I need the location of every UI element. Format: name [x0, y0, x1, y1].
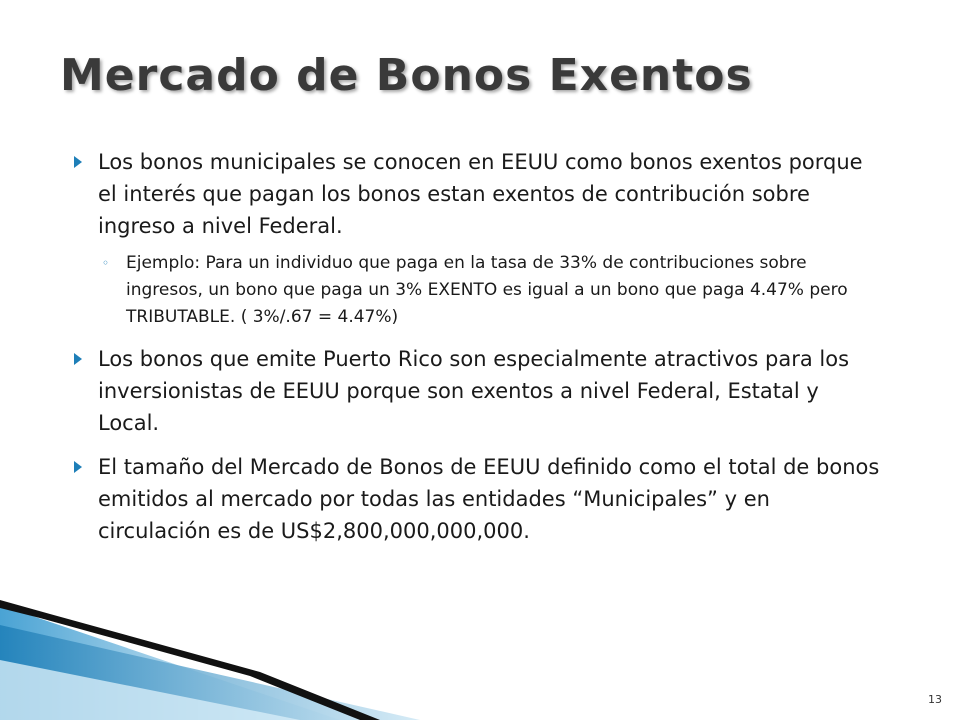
sub-bullet-list [98, 250, 882, 331]
slide-title: Mercado de Bonos Exentos [60, 50, 753, 101]
bullet-item [74, 451, 882, 547]
bullet-item [74, 146, 882, 331]
bullet-text: Los bonos que emite Puerto Rico son especialmente atractivos para los inversionistas de EEUU porque son exentos a nivel Federal, Estatal y Local. [98, 347, 850, 435]
sub-bullet-item [98, 250, 882, 331]
bullet-item [74, 343, 882, 439]
sub-bullet-text: Ejemplo: Para un individuo que paga en la tasa de 33% de contribuciones sobre ingresos, un bono que paga un 3% EXENTO es igual a un bono que paga 4.47% pero TRIBUTABLE. ( 3%/.67 = 4.47%) [126, 253, 848, 327]
triangle-right-icon [74, 461, 82, 473]
bullet-list [74, 146, 882, 559]
ring-bullet-icon: ◦ [102, 256, 110, 270]
triangle-right-icon [74, 156, 82, 168]
page-number: 13 [928, 693, 942, 706]
decorative-wave [0, 580, 960, 720]
bullet-text: Los bonos municipales se conocen en EEUU como bonos exentos porque el interés que pagan los bonos estan exentos de contribución sobre ingreso a nivel Federal. [98, 150, 863, 238]
bullet-text: El tamaño del Mercado de Bonos de EEUU definido como el total de bonos emitidos al mercado por todas las entidades “Municipales” y en circulación es de US$2,800,000,000,000. [98, 455, 880, 543]
triangle-right-icon [74, 353, 82, 365]
